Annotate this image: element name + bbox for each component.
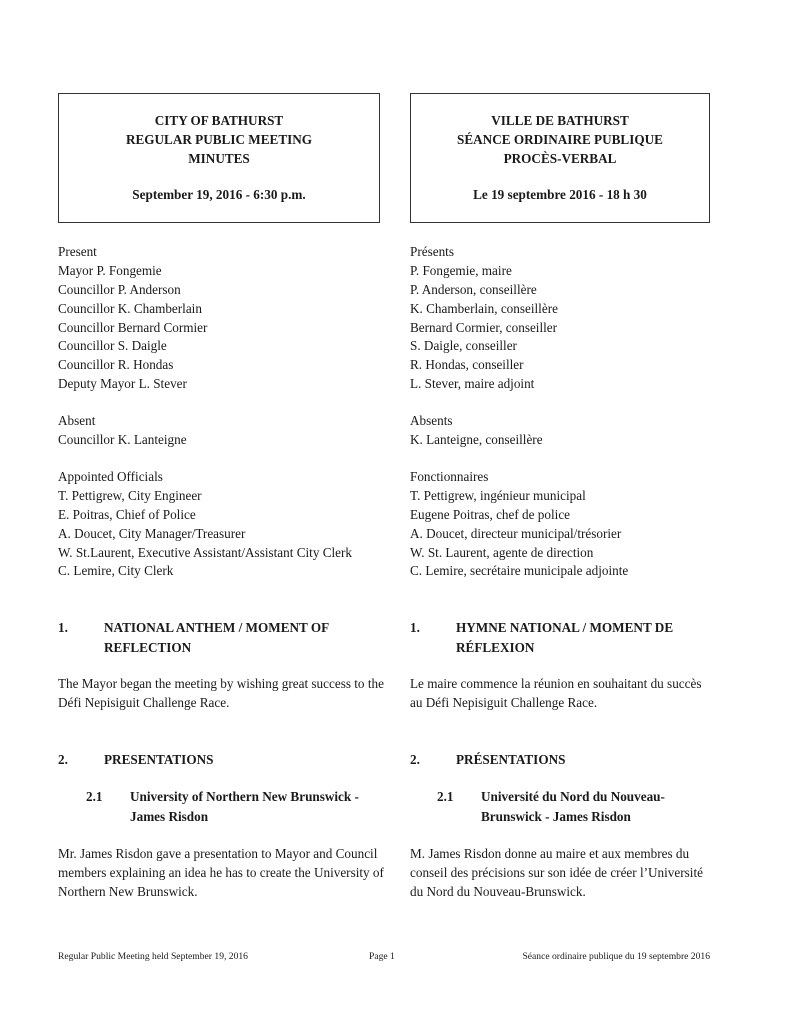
- section-1-heading-en: [58, 618, 388, 658]
- present-member: Councillor R. Hondas: [58, 357, 174, 373]
- section-number: 2.: [58, 752, 68, 767]
- official: T. Pettigrew, ingénieur municipal: [410, 487, 586, 503]
- section-number: 2.: [410, 752, 420, 767]
- present-heading-en: Present: [58, 244, 97, 259]
- present-list-fr: [410, 243, 558, 394]
- present-member: P. Anderson, conseillère: [410, 281, 537, 297]
- official: W. St. Laurent, agente de direction: [410, 544, 594, 560]
- officials-list-en: [58, 468, 352, 581]
- section-2-heading-fr: [410, 750, 740, 770]
- absent-heading-fr: Absents: [410, 413, 453, 428]
- section-title: HYMNE NATIONAL / MOMENT DE RÉFLEXION: [456, 620, 674, 655]
- subsection-title: University of Northern New Brunswick - James Risdon: [130, 789, 359, 824]
- present-member: Councillor P. Anderson: [58, 281, 181, 297]
- subsection-2-1-heading-en: [86, 787, 386, 827]
- present-member: S. Daigle, conseiller: [410, 338, 517, 354]
- present-member: P. Fongemie, maire: [410, 262, 512, 278]
- official: C. Lemire, secrétaire municipale adjointe: [410, 563, 629, 579]
- subsection-number: 2.1: [437, 789, 454, 804]
- absent-member: K. Lanteigne, conseillère: [410, 431, 543, 447]
- present-member: K. Chamberlain, conseillère: [410, 300, 558, 316]
- header-box-fr: [410, 93, 710, 223]
- section-title: NATIONAL ANTHEM / MOMENT OF REFLECTION: [104, 620, 329, 655]
- header-city-en: CITY OF BATHURST: [154, 113, 284, 128]
- official: E. Poitras, Chief of Police: [58, 506, 196, 522]
- header-city-fr: VILLE DE BATHURST: [491, 113, 629, 128]
- header-minutes-fr: PROCÈS-VERBAL: [503, 151, 617, 166]
- header-meeting-en: REGULAR PUBLIC MEETING: [125, 132, 313, 147]
- section-title: PRESENTATIONS: [104, 752, 214, 767]
- present-member: Councillor K. Chamberlain: [58, 300, 202, 316]
- absent-list-en: [58, 412, 187, 450]
- section-1-text-fr: Le maire commence la réunion en souhaitant du succès au Défi Nepisiguit Challenge Race.: [410, 676, 702, 710]
- official: A. Doucet, directeur municipal/trésorier: [410, 525, 622, 541]
- header-box-en: [58, 93, 380, 223]
- present-member: L. Stever, maire adjoint: [410, 376, 535, 392]
- section-2-text-fr: M. James Risdon donne au maire et aux membres du conseil des précisions sur son idée de créer l’Université du Nord du Nouveau-Brunswick.: [410, 846, 703, 899]
- absent-member: Councillor K. Lanteigne: [58, 431, 187, 447]
- officials-heading-en: Appointed Officials: [58, 469, 163, 484]
- footer-left: Regular Public Meeting held September 19, 2016: [58, 951, 248, 962]
- header-minutes-en: MINUTES: [188, 151, 250, 166]
- header-date-en: September 19, 2016 - 6:30 p.m.: [132, 187, 306, 202]
- present-heading-fr: Présents: [410, 244, 454, 259]
- official: C. Lemire, City Clerk: [58, 563, 174, 579]
- present-member: Councillor S. Daigle: [58, 338, 167, 354]
- section-number: 1.: [410, 620, 420, 635]
- present-member: Deputy Mayor L. Stever: [58, 376, 187, 392]
- official: W. St.Laurent, Executive Assistant/Assistant City Clerk: [58, 544, 353, 560]
- header-date-fr: Le 19 septembre 2016 - 18 h 30: [473, 187, 647, 202]
- absent-heading-en: Absent: [58, 413, 96, 428]
- officials-heading-fr: Fonctionnaires: [410, 469, 489, 484]
- present-member: Mayor P. Fongemie: [58, 262, 162, 278]
- subsection-title: Université du Nord du Nouveau-Brunswick - James Risdon: [481, 789, 665, 824]
- footer-right: Séance ordinaire publique du 19 septembre 2016: [522, 951, 710, 962]
- header-meeting-fr: SÉANCE ORDINAIRE PUBLIQUE: [457, 132, 663, 147]
- official: A. Doucet, City Manager/Treasurer: [58, 525, 246, 541]
- present-member: Bernard Cormier, conseiller: [410, 319, 558, 335]
- subsection-number: 2.1: [86, 789, 103, 804]
- subsection-2-1-heading-fr: [437, 787, 737, 827]
- official: Eugene Poitras, chef de police: [410, 506, 571, 522]
- absent-list-fr: [410, 412, 543, 450]
- section-1-text-en: The Mayor began the meeting by wishing great success to the Défi Nepisiguit Challenge Race.: [58, 676, 384, 710]
- official: T. Pettigrew, City Engineer: [58, 487, 202, 503]
- present-member: Councillor Bernard Cormier: [58, 319, 208, 335]
- officials-list-fr: [410, 468, 628, 581]
- footer-page-number: Page 1: [369, 951, 395, 962]
- present-member: R. Hondas, conseiller: [410, 357, 524, 373]
- section-title: PRÉSENTATIONS: [456, 752, 566, 767]
- present-list-en: [58, 243, 207, 394]
- section-1-heading-fr: [410, 618, 740, 658]
- section-2-heading-en: [58, 750, 388, 770]
- section-2-text-en: Mr. James Risdon gave a presentation to Mayor and Council members explaining an idea he has to create the University of Northern New Brunswick.: [58, 846, 384, 899]
- section-number: 1.: [58, 620, 68, 635]
